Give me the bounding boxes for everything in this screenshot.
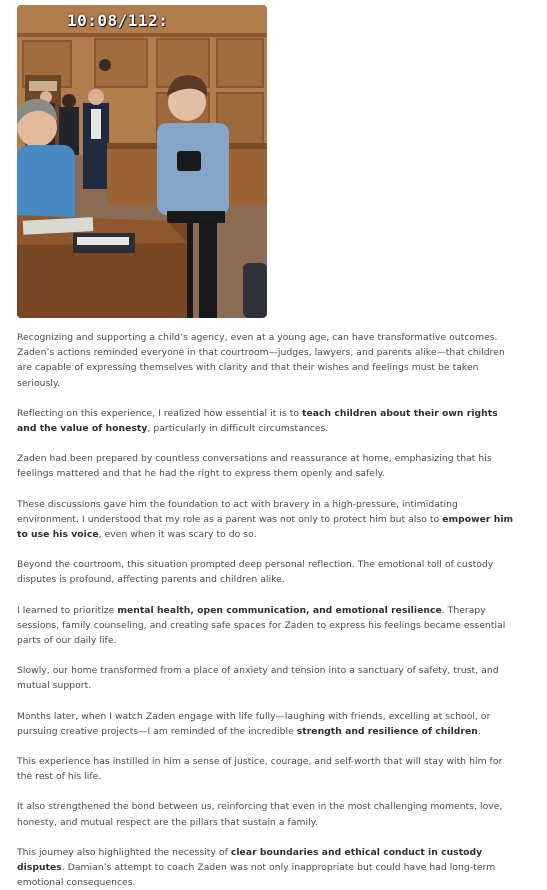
paragraph-text: . Therapy sessions, family counseling, and creating safe spaces for Zaden to express his feelings became essential parts of our daily life.	[17, 604, 506, 647]
body-paragraph	[17, 845, 517, 890]
paragraph-text: I learned to prioritize	[17, 604, 118, 616]
body-paragraph	[17, 557, 517, 587]
body-paragraph	[17, 406, 517, 436]
article-body	[17, 330, 517, 890]
emphasized-text: teach children about their own rights and the value of honesty	[17, 407, 498, 435]
body-paragraph	[17, 754, 517, 784]
courtroom-scene-illustration	[17, 5, 267, 318]
body-paragraph	[17, 330, 517, 391]
paragraph-text: This journey also highlighted the necessity of	[17, 846, 231, 858]
body-paragraph	[17, 663, 517, 693]
paragraph-text: , even when it was scary to do so.	[98, 529, 257, 541]
paragraph-text: Recognizing and supporting a child’s agency, even at a young age, can have transformative outcomes. Zaden’s actions reminded everyone in that courtroom—judges, lawyers, and parents alike—that children are capable of expressing themselves with clarity and that their wishes and feelings must be taken seriously.	[17, 332, 505, 389]
paragraph-text: Zaden had been prepared by countless conversations and reassurance at home, emphasizing that his feelings mattered and that he had the right to express them openly and safely.	[17, 453, 492, 480]
emphasized-text: empower him to use his voice	[17, 513, 514, 541]
paragraph-text: Beyond the courtroom, this situation prompted deep personal reflection. The emotional toll of custody disputes is profound, affecting parents and children alike.	[17, 559, 494, 586]
emphasized-text: clear boundaries and ethical conduct in custody disputes	[17, 846, 483, 874]
paragraph-text: , particularly in difficult circumstances.	[147, 423, 329, 435]
body-paragraph	[17, 497, 517, 543]
paragraph-text: These discussions gave him the foundation to act with bravery in a high-pressure, intimidating environment. I understood that my role as a parent was not only to protect him but also to	[17, 498, 458, 525]
emphasized-text: strength and resilience of children	[296, 725, 478, 737]
courtroom-photo	[17, 5, 267, 318]
paragraph-text: It also strengthened the bond between us, reinforcing that even in the most challenging moments, love, honesty, and mutual respect are the pillars that sustain a family.	[17, 801, 503, 828]
emphasized-text: mental health, open communication, and emotional resilience	[117, 604, 442, 616]
paragraph-text: . Damian’s attempt to coach Zaden was not only inappropriate but could have had long-term emotional consequences.	[17, 862, 496, 889]
paragraph-text: Months later, when I watch Zaden engage with life fully—laughing with friends, excelling at school, or pursuing creative projects—I am reminded of the incredible	[17, 710, 491, 737]
body-paragraph	[17, 799, 517, 829]
paragraph-text: This experience has instilled in him a sense of justice, courage, and self-worth that will stay with him for the rest of his life.	[17, 756, 503, 783]
article	[0, 5, 547, 890]
paragraph-text: .	[477, 725, 481, 737]
paragraph-text: Reflecting on this experience, I realized how essential it is to	[17, 407, 303, 419]
paragraph-text: Slowly, our home transformed from a place of anxiety and tension into a sanctuary of safety, trust, and mutual support.	[17, 665, 499, 692]
video-timestamp-overlay: 10:08/112:	[67, 11, 169, 30]
body-paragraph	[17, 603, 517, 649]
body-paragraph	[17, 451, 517, 481]
body-paragraph	[17, 709, 517, 739]
